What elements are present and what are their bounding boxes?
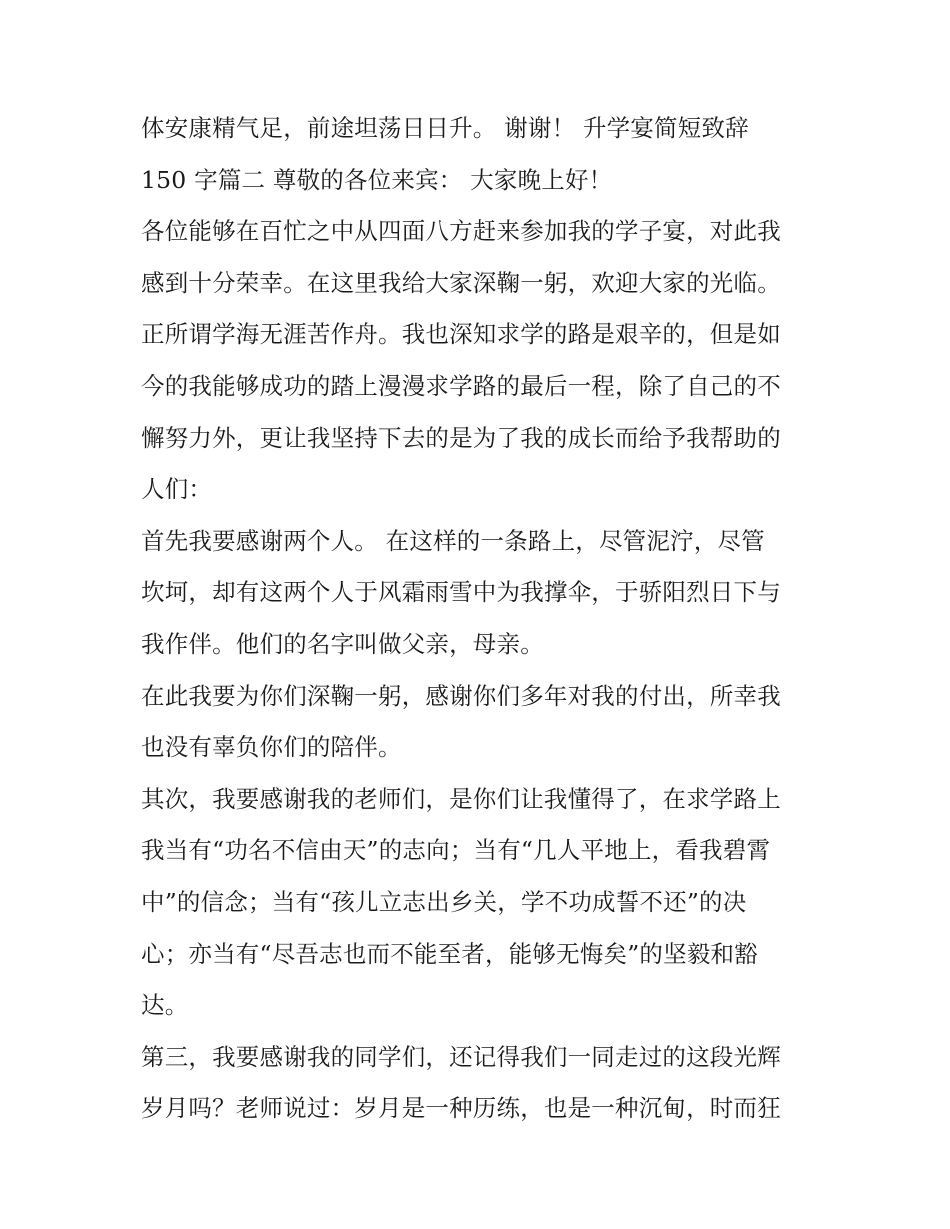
text-line: 在此我要为你们深鞠一躬，感谢你们多年对我的付出，所幸我 — [141, 681, 781, 710]
body-text — [141, 103, 821, 1135]
text-line: 正所谓学海无涯苦作舟。我也深知求学的路是艰辛的，但是如 — [141, 320, 781, 349]
text-line: 人们： — [141, 475, 213, 504]
text-line: 第三，我要感谢我的同学们，还记得我们一同走过的这段光辉 — [141, 1042, 781, 1071]
text-line: 我当有“功名不信由天”的志向；当有“几人平地上，看我碧霄 — [141, 836, 771, 865]
text-line: 各位能够在百忙之中从四面八方赶来参加我的学子宴，对此我 — [141, 217, 781, 246]
text-line: 中”的信念；当有“孩儿立志出乡关，学不功成誓不还”的决 — [141, 887, 747, 916]
text-line: 岁月吗？老师说过：岁月是一种历练，也是一种沉甸，时而狂 — [141, 1094, 781, 1123]
text-line: 其次，我要感谢我的老师们，是你们让我懂得了，在求学路上 — [141, 784, 781, 813]
text-line: 150 字篇二 尊敬的各位来宾： 大家晚上好！ — [141, 165, 613, 194]
text-line: 也没有辜负你们的陪伴。 — [141, 733, 402, 762]
text-line: 坎坷，却有这两个人于风霜雨雪中为我撑伞，于骄阳烈日下与 — [141, 578, 781, 607]
text-line: 心；亦当有“尽吾志也而不能至者，能够无悔矣”的坚毅和豁 — [141, 939, 758, 968]
text-line: 感到十分荣幸。在这里我给大家深鞠一躬，欢迎大家的光临。 — [141, 268, 781, 297]
text-line: 首先我要感谢两个人。 在这样的一条路上，尽管泥泞，尽管 — [141, 526, 765, 555]
text-line: 达。 — [141, 991, 189, 1020]
text-line: 懈努力外，更让我坚持下去的是为了我的成长而给予我帮助的 — [141, 423, 781, 452]
text-line: 我作伴。他们的名字叫做父亲，母亲。 — [141, 629, 544, 658]
text-line: 体安康精气足，前途坦荡日日升。 谢谢！ 升学宴简短致辞 — [141, 114, 749, 142]
text-line: 今的我能够成功的踏上漫漫求学路的最后一程，除了自己的不 — [141, 371, 781, 400]
